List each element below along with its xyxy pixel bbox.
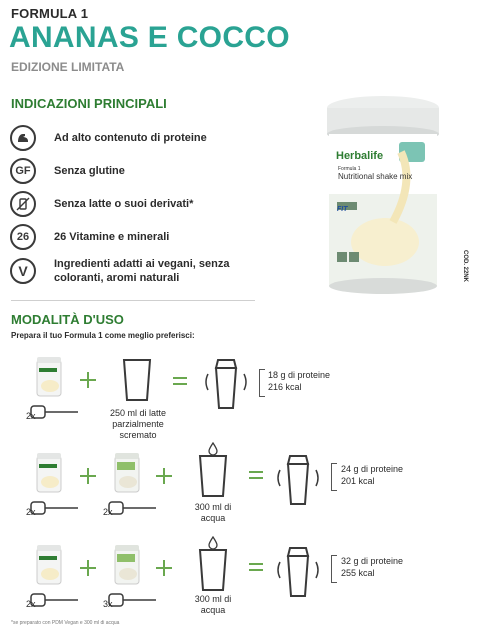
modalita-heading: MODALITÀ D'USO xyxy=(11,312,124,327)
indicazione-text: Ingredienti adatti ai vegani, senza coloranti, aromi naturali xyxy=(54,258,230,284)
scoop-icon xyxy=(108,500,158,521)
indicazione-protein xyxy=(10,125,207,151)
result-bracket xyxy=(331,555,337,583)
edition-subtitle: EDIZIONE LIMITATA xyxy=(11,60,125,74)
muscle-icon xyxy=(10,125,36,151)
product-line: Formula 1 xyxy=(338,166,361,172)
gluten-free-icon: GF xyxy=(10,158,36,184)
result-protein: 18 g di proteine xyxy=(268,370,331,380)
result-bracket xyxy=(331,463,337,491)
product-code: COD. 22NK xyxy=(462,250,468,283)
result-kcal: 255 kcal xyxy=(341,568,375,578)
pdm-jar-icon xyxy=(114,452,140,499)
indicazione-latte xyxy=(10,191,193,217)
indicazione-glutine xyxy=(10,158,125,184)
scoop-icon xyxy=(30,592,80,613)
equals-icon xyxy=(248,560,264,578)
indicazione-text: Senza glutine xyxy=(54,165,125,177)
result-kcal: 201 kcal xyxy=(341,476,375,486)
indicazioni-heading: INDICAZIONI PRINCIPALI xyxy=(11,96,167,111)
plus-icon xyxy=(78,558,98,583)
section-divider xyxy=(11,300,255,301)
indicazione-vitamine xyxy=(10,224,169,250)
product-canister xyxy=(323,92,443,300)
plus-icon xyxy=(154,558,174,583)
scoop-count: 2x xyxy=(26,599,36,609)
f1-jar-icon xyxy=(36,356,62,403)
scoop-icon xyxy=(108,592,158,613)
scoop-count: 2x xyxy=(103,507,113,517)
scoop-count: 2x xyxy=(26,507,36,517)
glass-water-icon xyxy=(198,442,228,503)
liquid-label: 250 ml di latte parzialmente scremato xyxy=(109,408,167,440)
shaker-icon xyxy=(274,544,322,603)
indicazione-text: 26 Vitamine e minerali xyxy=(54,231,170,243)
vegan-icon: V xyxy=(10,258,36,284)
product-fit-badge: FIT xyxy=(337,206,348,213)
shaker-icon xyxy=(202,356,250,415)
pdm-jar-icon xyxy=(114,544,140,591)
product-title: ANANAS E COCCO xyxy=(9,21,290,54)
scoop-icon xyxy=(30,404,80,425)
result-protein: 24 g di proteine xyxy=(341,464,404,474)
plus-icon xyxy=(154,466,174,491)
footnote: *se preparato con PDM Vegan e 300 ml di acqua xyxy=(11,620,120,626)
glass-water-icon xyxy=(198,536,228,597)
result-protein: 32 g di proteine xyxy=(341,556,404,566)
indicazione-vegani xyxy=(10,257,244,285)
equals-icon xyxy=(172,374,188,392)
vitamins-26-icon: 26 xyxy=(10,224,36,250)
glass-milk-icon xyxy=(122,358,152,407)
formula-label: FORMULA 1 xyxy=(11,6,89,21)
modalita-subtitle: Prepara il tuo Formula 1 come meglio preferisci: xyxy=(11,331,195,340)
liquid-label: 300 ml di acqua xyxy=(194,594,232,615)
indicazione-text: Senza latte o suoi derivati* xyxy=(54,198,194,210)
no-milk-icon xyxy=(10,191,36,217)
f1-jar-icon xyxy=(36,544,62,591)
indicazione-text: Ad alto contenuto di proteine xyxy=(54,132,207,144)
result-bracket xyxy=(259,369,265,397)
liquid-label: 300 ml di acqua xyxy=(194,502,232,523)
shaker-icon xyxy=(274,452,322,511)
scoop-count: 3x xyxy=(103,599,113,609)
product-name: Nutritional shake mix xyxy=(338,172,413,181)
scoop-icon xyxy=(30,500,80,521)
plus-icon xyxy=(78,466,98,491)
equals-icon xyxy=(248,468,264,486)
plus-icon xyxy=(78,370,98,395)
f1-jar-icon xyxy=(36,452,62,499)
product-brand: Herbalife xyxy=(336,150,384,162)
result-kcal: 216 kcal xyxy=(268,382,302,392)
scoop-count: 2x xyxy=(26,411,36,421)
